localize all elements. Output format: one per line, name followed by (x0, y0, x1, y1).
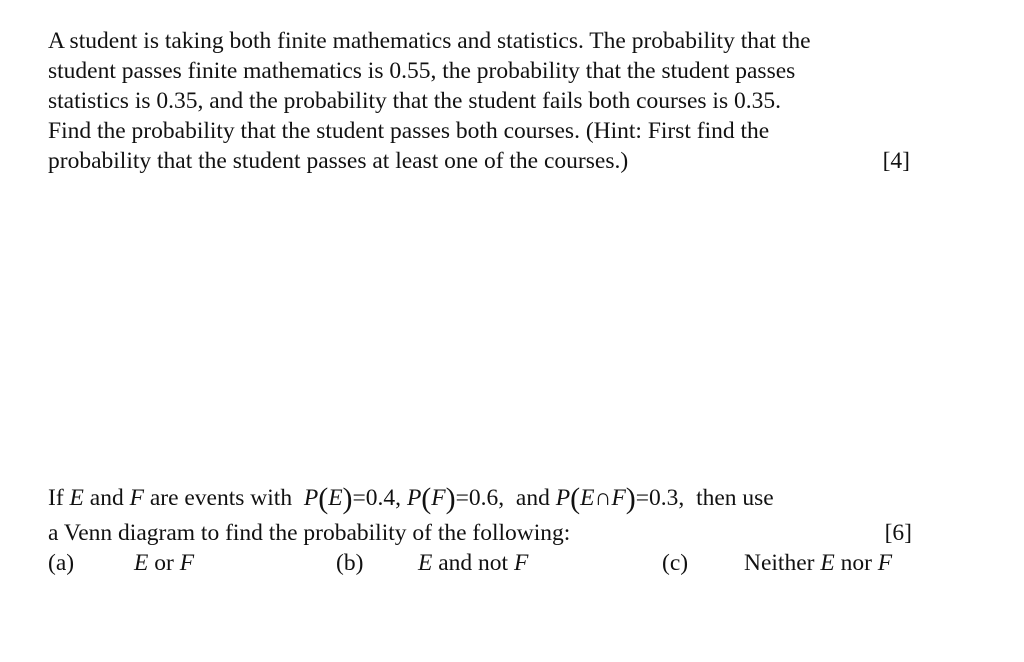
q2-p-e-var: E (328, 485, 343, 511)
q2-event-f: F (129, 485, 144, 511)
question-1 (48, 26, 910, 176)
q2-p-ef-var-f: F (611, 485, 626, 511)
q2-p-ef-var-e: E (580, 485, 595, 511)
q2-and-2: and (515, 485, 550, 511)
question-2-marks: [6] (884, 520, 912, 546)
part-b-e: E (418, 550, 433, 576)
q2-p-ef-value: =0.3, (635, 485, 685, 511)
question-2-line-1 (48, 478, 912, 518)
q2-p-f-lparen: ( (421, 482, 432, 515)
part-c-nor: nor (840, 550, 872, 576)
question-1-line-5: probability that the student passes at least one of the courses.) (48, 148, 629, 174)
part-c-neither: Neither (744, 550, 815, 576)
question-1-line-4: Find the probability that the student passes both courses. (Hint: First find the (48, 118, 770, 144)
part-c-text (744, 548, 892, 578)
q2-and: and (89, 485, 124, 511)
part-c-label: (c) (662, 550, 689, 576)
part-b-label: (b) (336, 550, 364, 576)
q2-p-f-value: =0.6, (455, 485, 505, 511)
part-c-e: E (820, 550, 835, 576)
question-1-marks: [4] (882, 148, 910, 174)
part-c-f: F (877, 550, 893, 576)
q2-p-e-lparen: ( (318, 482, 329, 515)
part-a-text (134, 548, 194, 578)
part-b-f: F (513, 550, 529, 576)
question-2-line-2-row (48, 518, 912, 548)
question-1-line-5-row (48, 146, 910, 176)
part-a-or: or (154, 550, 174, 576)
question-1-line-3: statistics is 0.35, and the probability that the student fails both courses is 0.35. (48, 88, 781, 114)
q2-intersection-symbol: ∩ (594, 485, 612, 511)
question-2 (48, 478, 912, 578)
q2-then-use: then use (696, 485, 774, 511)
part-a-e: E (134, 550, 149, 576)
question-2-line-2: a Venn diagram to find the probability of the following: (48, 520, 571, 546)
q2-are-events-with: are events with (149, 485, 293, 511)
q2-p-ef-rparen: ) (625, 482, 636, 515)
q2-p-ef-lparen: ( (570, 482, 581, 515)
q2-if: If (48, 485, 64, 511)
q2-p-e-value: =0.4, (352, 485, 402, 511)
question-1-line-2: student passes finite mathematics is 0.55, the probability that the student passes (48, 58, 796, 84)
q2-p-ef-symbol: P (555, 485, 571, 511)
question-2-parts (48, 548, 912, 578)
q2-p-f-var: F (431, 485, 446, 511)
question-1-line-1: A student is taking both finite mathematics and statistics. The probability that the (48, 28, 811, 54)
part-a-label: (a) (48, 550, 75, 576)
part-b-text (418, 548, 528, 578)
q2-p-f-symbol: P (406, 485, 422, 511)
part-a-f: F (179, 550, 195, 576)
q2-p-f-rparen: ) (445, 482, 456, 515)
q2-p-e-symbol: P (303, 485, 319, 511)
part-b-and-not: and not (438, 550, 509, 576)
q2-event-e: E (69, 485, 84, 511)
q2-p-e-rparen: ) (342, 482, 353, 515)
